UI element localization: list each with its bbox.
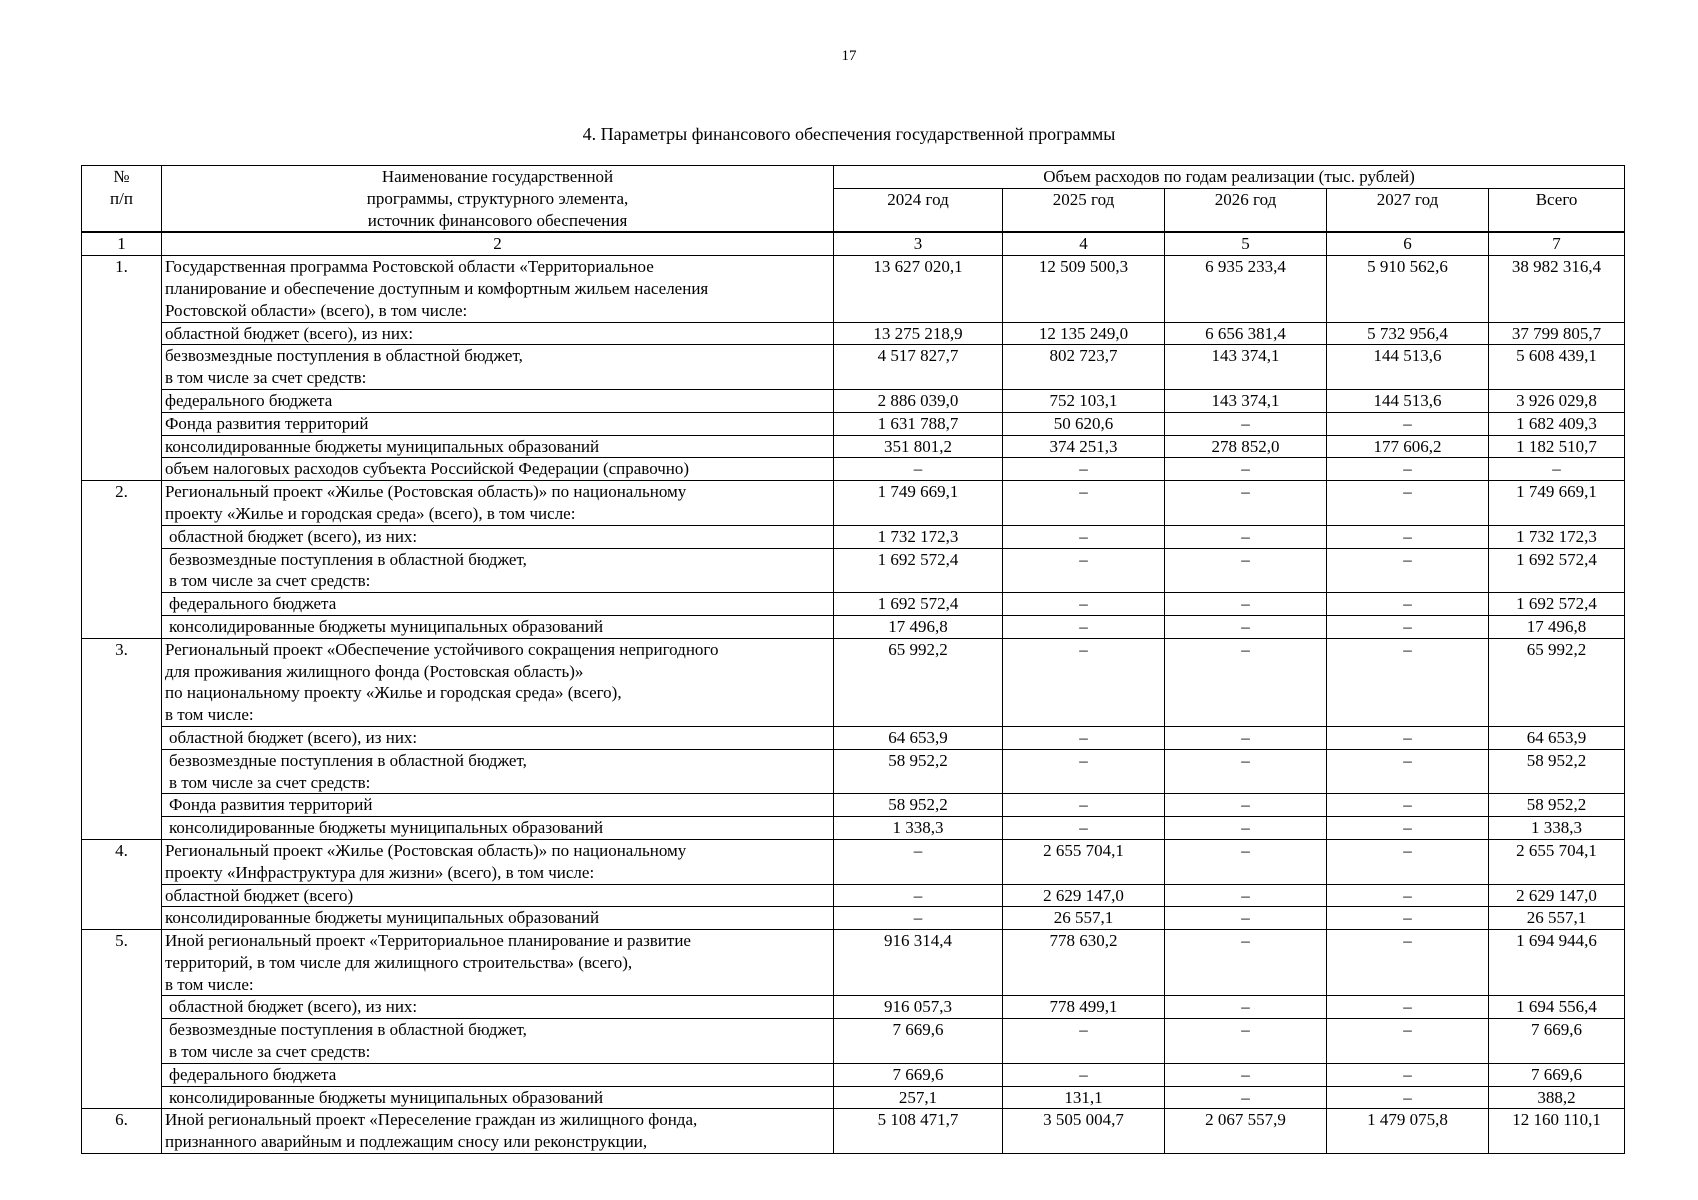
value-year: – [1165, 1063, 1327, 1086]
table-row [82, 996, 1625, 1019]
value-year: 7 669,6 [834, 1063, 1003, 1086]
row-label: федерального бюджета [162, 389, 834, 412]
value-year: 1 692 572,4 [834, 593, 1003, 616]
table-row [82, 1109, 1625, 1154]
table-row [82, 435, 1625, 458]
value-year: – [1165, 996, 1327, 1019]
value-year: – [1165, 548, 1327, 593]
table-row [82, 907, 1625, 930]
value-year: – [1165, 817, 1327, 840]
table-row [82, 794, 1625, 817]
row-label: областной бюджет (всего), из них: [162, 322, 834, 345]
value-year: 12 509 500,3 [1003, 256, 1165, 322]
table-row [82, 525, 1625, 548]
value-year: – [1327, 794, 1489, 817]
value-year: 50 620,6 [1003, 412, 1165, 435]
value-year: 5 732 956,4 [1327, 322, 1489, 345]
header-volume: Объем расходов по годам реализации (тыс. рублей) [834, 166, 1625, 189]
item-number: 4. [82, 839, 162, 929]
value-year: – [1327, 481, 1489, 526]
col-number: 6 [1327, 232, 1489, 255]
table-row [82, 458, 1625, 481]
row-label: федерального бюджета [162, 1063, 834, 1086]
row-label: Региональный проект «Обеспечение устойчивого сокращения непригодного для проживания жилищного фонда (Ростовская область)» по национальному проекту «Жилье и городская среда» (всего), в том числе: [162, 638, 834, 726]
value-total: 12 160 110,1 [1489, 1109, 1625, 1154]
value-year: – [1165, 749, 1327, 794]
row-label: Государственная программа Ростовской области «Территориальное планирование и обеспечение доступным и комфортным жильем населения Ростовской области» (всего), в том числе: [162, 256, 834, 322]
value-total: 1 749 669,1 [1489, 481, 1625, 526]
value-year: – [834, 839, 1003, 884]
value-total: 26 557,1 [1489, 907, 1625, 930]
item-number: 3. [82, 638, 162, 839]
value-year: 177 606,2 [1327, 435, 1489, 458]
row-label: безвозмездные поступления в областной бюджет, в том числе за счет средств: [162, 749, 834, 794]
value-year: – [1165, 930, 1327, 996]
value-total: 1 692 572,4 [1489, 593, 1625, 616]
value-year: 144 513,6 [1327, 345, 1489, 390]
col-number: 4 [1003, 232, 1165, 255]
value-year: 1 479 075,8 [1327, 1109, 1489, 1154]
row-label: Иной региональный проект «Переселение граждан из жилищного фонда, признанного аварийным и подлежащим сносу или реконструкции, [162, 1109, 834, 1154]
value-year: 5 910 562,6 [1327, 256, 1489, 322]
value-year: – [1003, 817, 1165, 840]
value-year: – [1327, 412, 1489, 435]
table-row [82, 412, 1625, 435]
table-row [82, 884, 1625, 907]
value-year: 752 103,1 [1003, 389, 1165, 412]
table-body [82, 256, 1625, 1154]
value-year: 374 251,3 [1003, 435, 1165, 458]
value-year: – [1003, 481, 1165, 526]
value-total: 1 338,3 [1489, 817, 1625, 840]
row-label: консолидированные бюджеты муниципальных образований [162, 615, 834, 638]
table-row [82, 726, 1625, 749]
value-total: 64 653,9 [1489, 726, 1625, 749]
value-year: 916 314,4 [834, 930, 1003, 996]
table-row [82, 749, 1625, 794]
value-year: – [1327, 930, 1489, 996]
row-label: Иной региональный проект «Территориальное планирование и развитие территорий, в том числе для жилищного строительства» (всего), в том числе: [162, 930, 834, 996]
value-year: – [1165, 884, 1327, 907]
table-row [82, 638, 1625, 726]
row-label: Фонда развития территорий [162, 794, 834, 817]
value-year: – [1165, 458, 1327, 481]
item-number: 6. [82, 1109, 162, 1154]
value-year: – [1165, 907, 1327, 930]
value-year: 143 374,1 [1165, 345, 1327, 390]
value-year: – [1327, 907, 1489, 930]
value-year: – [1003, 726, 1165, 749]
value-year: 131,1 [1003, 1086, 1165, 1109]
value-year: – [1165, 1019, 1327, 1064]
row-label: безвозмездные поступления в областной бюджет, в том числе за счет средств: [162, 345, 834, 390]
row-label: областной бюджет (всего), из них: [162, 525, 834, 548]
value-total: 17 496,8 [1489, 615, 1625, 638]
col-number: 3 [834, 232, 1003, 255]
value-year: – [1003, 615, 1165, 638]
value-year: 144 513,6 [1327, 389, 1489, 412]
item-number: 5. [82, 930, 162, 1109]
value-year: 2 886 039,0 [834, 389, 1003, 412]
value-total: 58 952,2 [1489, 794, 1625, 817]
table-row [82, 1086, 1625, 1109]
table-row [82, 817, 1625, 840]
value-year: 802 723,7 [1003, 345, 1165, 390]
value-year: – [1003, 548, 1165, 593]
value-year: 26 557,1 [1003, 907, 1165, 930]
row-label: консолидированные бюджеты муниципальных образований [162, 1086, 834, 1109]
table-row [82, 345, 1625, 390]
value-year: 58 952,2 [834, 749, 1003, 794]
value-total: 2 629 147,0 [1489, 884, 1625, 907]
value-year: 778 499,1 [1003, 996, 1165, 1019]
row-label: консолидированные бюджеты муниципальных образований [162, 435, 834, 458]
header-year-2026: 2026 год [1165, 189, 1327, 233]
value-year: – [1165, 1086, 1327, 1109]
header-year-2025: 2025 год [1003, 189, 1165, 233]
value-total: 37 799 805,7 [1489, 322, 1625, 345]
value-year: – [834, 458, 1003, 481]
value-year: – [1003, 749, 1165, 794]
value-year: – [1165, 794, 1327, 817]
value-year: – [1327, 1019, 1489, 1064]
value-year: – [1003, 458, 1165, 481]
table-row [82, 615, 1625, 638]
value-year: 1 338,3 [834, 817, 1003, 840]
value-year: 2 067 557,9 [1165, 1109, 1327, 1154]
value-year: – [834, 884, 1003, 907]
header-total: Всего [1489, 189, 1625, 233]
row-label: федерального бюджета [162, 593, 834, 616]
value-year: – [1003, 638, 1165, 726]
value-year: – [834, 907, 1003, 930]
value-total: 1 182 510,7 [1489, 435, 1625, 458]
value-year: 12 135 249,0 [1003, 322, 1165, 345]
value-year: – [1327, 817, 1489, 840]
value-year: 64 653,9 [834, 726, 1003, 749]
value-year: 916 057,3 [834, 996, 1003, 1019]
value-year: 2 629 147,0 [1003, 884, 1165, 907]
value-year: 13 627 020,1 [834, 256, 1003, 322]
column-number-row [82, 232, 1625, 255]
value-year: – [1003, 1063, 1165, 1086]
value-year: – [1327, 1063, 1489, 1086]
table-row [82, 481, 1625, 526]
table-row [82, 1019, 1625, 1064]
value-year: – [1327, 593, 1489, 616]
header-name: Наименование государственной программы, структурного элемента, источник финансового обеспечения [162, 166, 834, 233]
value-year: – [1003, 1019, 1165, 1064]
value-year: – [1165, 615, 1327, 638]
value-year: 2 655 704,1 [1003, 839, 1165, 884]
value-total: 1 692 572,4 [1489, 548, 1625, 593]
value-year: – [1327, 884, 1489, 907]
header-row-1 [82, 166, 1625, 189]
row-label: Региональный проект «Жилье (Ростовская область)» по национальному проекту «Жилье и городская среда» (всего), в том числе: [162, 481, 834, 526]
table-row [82, 389, 1625, 412]
table-row [82, 930, 1625, 996]
value-year: – [1327, 839, 1489, 884]
col-number: 1 [82, 232, 162, 255]
table-row [82, 322, 1625, 345]
value-year: – [1327, 1086, 1489, 1109]
row-label: безвозмездные поступления в областной бюджет, в том числе за счет средств: [162, 1019, 834, 1064]
value-total: 3 926 029,8 [1489, 389, 1625, 412]
value-year: – [1327, 458, 1489, 481]
header-year-2027: 2027 год [1327, 189, 1489, 233]
value-total: 388,2 [1489, 1086, 1625, 1109]
value-total: 7 669,6 [1489, 1019, 1625, 1064]
col-number: 2 [162, 232, 834, 255]
value-year: – [1327, 615, 1489, 638]
col-number: 7 [1489, 232, 1625, 255]
header-num: № п/п [82, 166, 162, 233]
row-label: консолидированные бюджеты муниципальных образований [162, 907, 834, 930]
value-year: 13 275 218,9 [834, 322, 1003, 345]
value-year: – [1165, 481, 1327, 526]
value-year: 778 630,2 [1003, 930, 1165, 996]
table-row [82, 593, 1625, 616]
col-number: 5 [1165, 232, 1327, 255]
value-total: – [1489, 458, 1625, 481]
value-year: 3 505 004,7 [1003, 1109, 1165, 1154]
value-year: 7 669,6 [834, 1019, 1003, 1064]
value-total: 2 655 704,1 [1489, 839, 1625, 884]
header-year-2024: 2024 год [834, 189, 1003, 233]
value-year: – [1003, 593, 1165, 616]
value-total: 1 682 409,3 [1489, 412, 1625, 435]
value-year: 6 656 381,4 [1165, 322, 1327, 345]
item-number: 2. [82, 481, 162, 639]
value-year: – [1327, 638, 1489, 726]
row-label: Фонда развития территорий [162, 412, 834, 435]
value-year: – [1003, 794, 1165, 817]
value-year: 65 992,2 [834, 638, 1003, 726]
value-year: – [1327, 749, 1489, 794]
value-total: 5 608 439,1 [1489, 345, 1625, 390]
value-year: 5 108 471,7 [834, 1109, 1003, 1154]
value-year: 4 517 827,7 [834, 345, 1003, 390]
value-year: – [1327, 525, 1489, 548]
value-year: 1 732 172,3 [834, 525, 1003, 548]
value-year: 351 801,2 [834, 435, 1003, 458]
value-year: – [1165, 638, 1327, 726]
value-year: 17 496,8 [834, 615, 1003, 638]
value-total: 65 992,2 [1489, 638, 1625, 726]
value-year: – [1327, 726, 1489, 749]
item-number: 1. [82, 256, 162, 481]
value-year: – [1165, 726, 1327, 749]
table-row [82, 1063, 1625, 1086]
row-label: консолидированные бюджеты муниципальных образований [162, 817, 834, 840]
table-row [82, 256, 1625, 322]
value-year: 278 852,0 [1165, 435, 1327, 458]
value-total: 1 732 172,3 [1489, 525, 1625, 548]
row-label: областной бюджет (всего), из них: [162, 726, 834, 749]
value-year: 6 935 233,4 [1165, 256, 1327, 322]
value-year: – [1165, 525, 1327, 548]
value-total: 58 952,2 [1489, 749, 1625, 794]
table-row [82, 839, 1625, 884]
value-year: 58 952,2 [834, 794, 1003, 817]
value-year: 143 374,1 [1165, 389, 1327, 412]
row-label: объем налоговых расходов субъекта Российской Федерации (справочно) [162, 458, 834, 481]
value-year: – [1327, 996, 1489, 1019]
value-year: – [1165, 593, 1327, 616]
value-total: 1 694 556,4 [1489, 996, 1625, 1019]
table-title: 4. Параметры финансового обеспечения государственной программы [582, 124, 1116, 144]
row-label: областной бюджет (всего), из них: [162, 996, 834, 1019]
row-label: безвозмездные поступления в областной бюджет, в том числе за счет средств: [162, 548, 834, 593]
value-year: 1 749 669,1 [834, 481, 1003, 526]
value-year: – [1003, 525, 1165, 548]
table-row [82, 548, 1625, 593]
value-year: 1 692 572,4 [834, 548, 1003, 593]
row-label: Региональный проект «Жилье (Ростовская область)» по национальному проекту «Инфраструктура для жизни» (всего), в том числе: [162, 839, 834, 884]
value-total: 1 694 944,6 [1489, 930, 1625, 996]
row-label: областной бюджет (всего) [162, 884, 834, 907]
value-year: – [1165, 412, 1327, 435]
value-year: 257,1 [834, 1086, 1003, 1109]
value-total: 38 982 316,4 [1489, 256, 1625, 322]
value-year: 1 631 788,7 [834, 412, 1003, 435]
value-total: 7 669,6 [1489, 1063, 1625, 1086]
financial-parameters-table [81, 165, 1625, 1154]
value-year: – [1327, 548, 1489, 593]
page-number: 17 [841, 48, 857, 64]
value-year: – [1165, 839, 1327, 884]
